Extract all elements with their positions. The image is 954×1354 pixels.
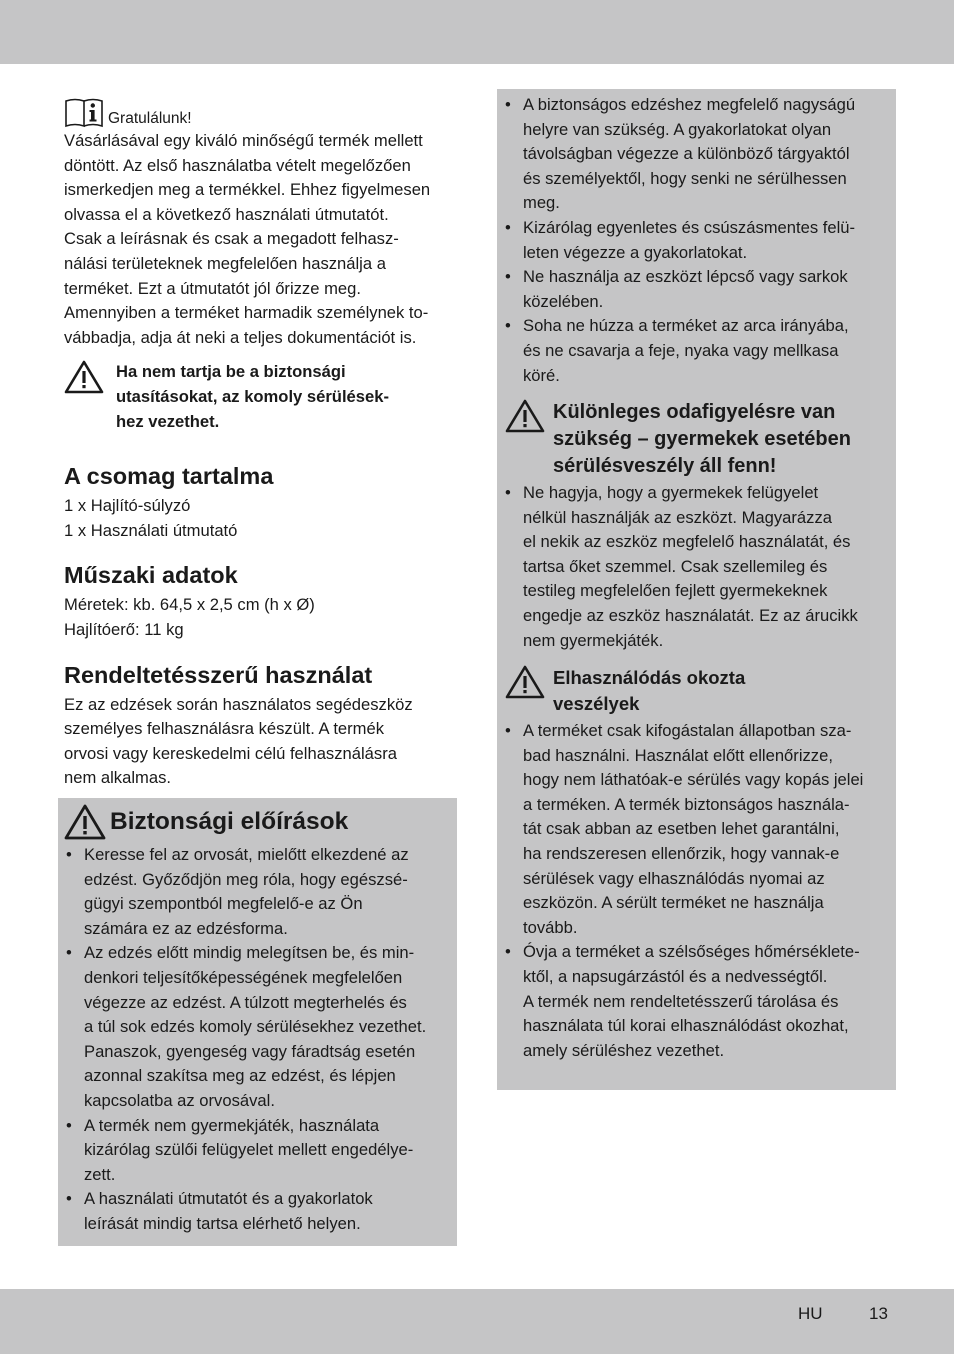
bullet-line: bad használni. Használat előtt ellenőrizze, [523,745,833,765]
bullet-item [58,1114,450,1188]
bullet-item [497,314,893,388]
bullet-line: azonnal szakítsa meg az edzést, és lépjen [84,1066,396,1086]
children-warning-heading [553,399,851,480]
intended-use-line: személyes felhasználásra készült. A termék [64,719,385,739]
bullet-line: köré. [523,365,560,385]
bullet-line: • Ne hagyja, hogy a gyermekek felügyelet [523,483,819,502]
bullet-line: ktől, a napsugárzástól és a nedvességtől. [523,966,828,986]
bullet-item [497,940,893,1063]
intro-line: nálási területeknek megfelelően használja a [64,253,386,273]
bullet-line: engedje az eszköz használatát. Ez az árucikk [523,605,858,625]
bullet-line: a terméken. A termék biztonságos használa- [523,794,850,814]
left-column [64,97,456,791]
warning-triangle-icon [64,804,106,840]
intro-line: döntött. Az első használatba vételt megelőzően [64,155,411,175]
spec-item: Hajlítóerő: 11 kg [64,619,184,639]
right-safety-box [497,89,896,1090]
intro-line: vábbadja, adja át neki a teljes dokumentációt is. [64,327,417,347]
bullet-line: hogy nem láthatóak-e sérülés vagy kopás jelei [523,770,864,790]
bullet-line: és személyektől, hogy senki ne sérülhessen [523,168,847,188]
bullet-line: denkori teljesítőképességének megfelelően [84,967,403,987]
header-bar [0,0,954,64]
bullet-line: leten végezze a gyakorlatokat. [523,242,748,262]
specs-heading: Műszaki adatok [64,562,238,589]
bullet-line: meg. [523,193,560,213]
bullet-line: eszközön. A sérült terméket ne használja [523,893,824,913]
children-bullet-list [497,481,893,653]
bullet-line: számára ez az edzésforma. [84,918,288,938]
bullet-line: távolságban végezze a különböző tárgyaktól [523,144,850,164]
intended-use-line: orvosi vagy kereskedelmi célú felhasználásra [64,743,397,763]
intended-use-line: nem alkalmas. [64,768,171,788]
bullet-line: • Ne használja az eszközt lépcső vagy sarkok [523,267,848,287]
bullet-line: és ne csavarja a feje, nyaka vagy mellkasa [523,340,839,360]
bullet-item [497,93,893,216]
bullet-line: edzést. Győződjön meg róla, hogy egészsé- [84,869,408,889]
package-list [64,494,456,543]
right-bullet-list [497,93,893,388]
safety-box [58,798,457,1246]
bullet-line: • A használati útmutatót és a gyakorlatok [84,1189,373,1209]
intro-line: ismerkedjen meg a termékkel. Ehhez figyelmesen [64,180,431,200]
children-warning [505,399,851,480]
bullet-line: leírását mindig tartsa elérhető helyen. [84,1213,361,1233]
heading-line: Elhasználódás okozta [553,667,746,688]
warning-triangle-icon [64,360,104,394]
package-item: 1 x Használati útmutató [64,520,238,540]
safety-heading-row [64,804,348,840]
heading-line: sérülésveszély áll fenn! [553,455,777,477]
warning-triangle-icon [505,399,545,433]
bullet-line: a túl sok edzés komoly sérülésekhez vezethet. [84,1017,427,1037]
bullet-line: végezze az edzést. A túlzott megterhelés és [84,992,407,1012]
intro-line: Amennyiben a terméket harmadik személynek to- [64,303,429,323]
bullet-line: tovább. [523,917,578,937]
bullet-line: kapcsolatba az orvosával. [84,1090,275,1110]
wear-bullet-list [497,719,893,1063]
intended-use-heading: Rendeltetésszerű használat [64,661,373,688]
page-number: 13 [869,1304,888,1323]
bullet-line: tát csak abban az esetben lehet garantálni, [523,819,840,839]
bullet-line: Panaszok, gyengeség vagy fáradtság esetén [84,1041,416,1061]
wear-warning-heading [553,665,745,717]
bullet-line: sérülések vagy elhasználódás nyomai az [523,868,825,888]
bullet-line: • A terméket csak kifogástalan állapotban sza- [523,721,852,740]
intro-line: Vásárlásával egy kiváló minőségű termék mellett [64,131,423,150]
bullet-line: A termék nem rendeltetésszerű tárolása és [523,991,839,1011]
package-heading: A csomag tartalma [64,463,274,490]
bullet-line: • Óvja a terméket a szélsőséges hőmérséklete- [523,942,860,962]
bullet-line: ha rendszeresen ellenőrzik, hogy vannak-e [523,843,840,863]
bullet-line: kizárólag szülői felügyelet mellett engedélye- [84,1140,414,1160]
bullet-line: testileg megfelelően fejlett gyermekeknek [523,581,828,601]
bullet-line: • A termék nem gyermekjáték, használata [84,1115,380,1135]
intro-line: terméket. Ezt a útmutatót jól őrizze meg. [64,278,361,298]
bullet-line: helyre van szükség. A gyakorlatokat olyan [523,119,832,139]
heading-line: szükség – gyermekek esetében [553,428,851,450]
bullet-item [58,843,450,941]
specs-list [64,593,456,642]
bullet-line: nélkül használják az eszközt. Magyarázza [523,507,832,527]
intro-paragraph [64,129,456,350]
bullet-line: • Soha ne húzza a terméket az arca irányába, [523,316,849,336]
heading-line: Különleges odafigyelésre van [553,401,836,423]
bullet-line: • A biztonságos edzéshez megfelelő nagyságú [523,95,856,114]
bullet-line: nem gyermekjáték. [523,630,664,650]
bullet-item [58,941,450,1113]
intro-warning [64,360,456,434]
bullet-item [58,1187,450,1236]
safety-heading: Biztonsági előírások [110,808,349,835]
bullet-line: használata túl korai elhasználódást okozhat, [523,1016,849,1036]
greeting-text: Gratulálunk! [108,110,192,127]
bullet-line: tartsa őket szemmel. Csak szellemileg és [523,556,828,576]
bullet-item [497,216,893,265]
bullet-item [497,481,893,653]
intended-use-line: Ez az edzések során használatos segédeszköz [64,694,413,714]
safety-bullet-list [58,843,450,1237]
intro-warning-text [116,360,389,434]
bullet-line: közelében. [523,291,604,311]
wear-warning [505,665,745,717]
intro-line: Csak a leírásnak és csak a megadott felhasz- [64,229,399,249]
heading-line: veszélyek [553,693,640,714]
bullet-line: gügyi szempontból megfelelő-e az Ön [84,894,363,914]
bullet-item [497,265,893,314]
bullet-line: • Kizárólag egyenletes és csúszásmentes felü- [523,217,856,237]
bullet-line: • Keresse fel az orvosát, mielőtt elkezdené az [84,845,409,864]
warning-line: Ha nem tartja be a biztonsági [116,362,346,382]
package-item: 1 x Hajlító-súlyzó [64,496,191,516]
bullet-line: amely sérüléshez vezethet. [523,1040,725,1060]
intro-greeting-line [64,97,456,129]
intended-use-paragraph [64,693,456,791]
footer-language: HU [798,1304,823,1323]
bullet-item [497,719,893,940]
bullet-line: zett. [84,1164,116,1184]
warning-line: hez vezethet. [116,411,220,431]
spec-item: Méretek: kb. 64,5 x 2,5 cm (h x Ø) [64,595,315,615]
warning-triangle-icon [505,665,545,699]
intro-line: olvassa el a következő használati útmutatót. [64,204,389,224]
bullet-line: • Az edzés előtt mindig melegítsen be, és min- [84,943,415,963]
bullet-line: el nekik az eszköz megfelelő használatát, és [523,532,851,552]
warning-line: utasításokat, az komoly sérülések- [116,386,389,406]
info-book-icon [64,97,106,129]
